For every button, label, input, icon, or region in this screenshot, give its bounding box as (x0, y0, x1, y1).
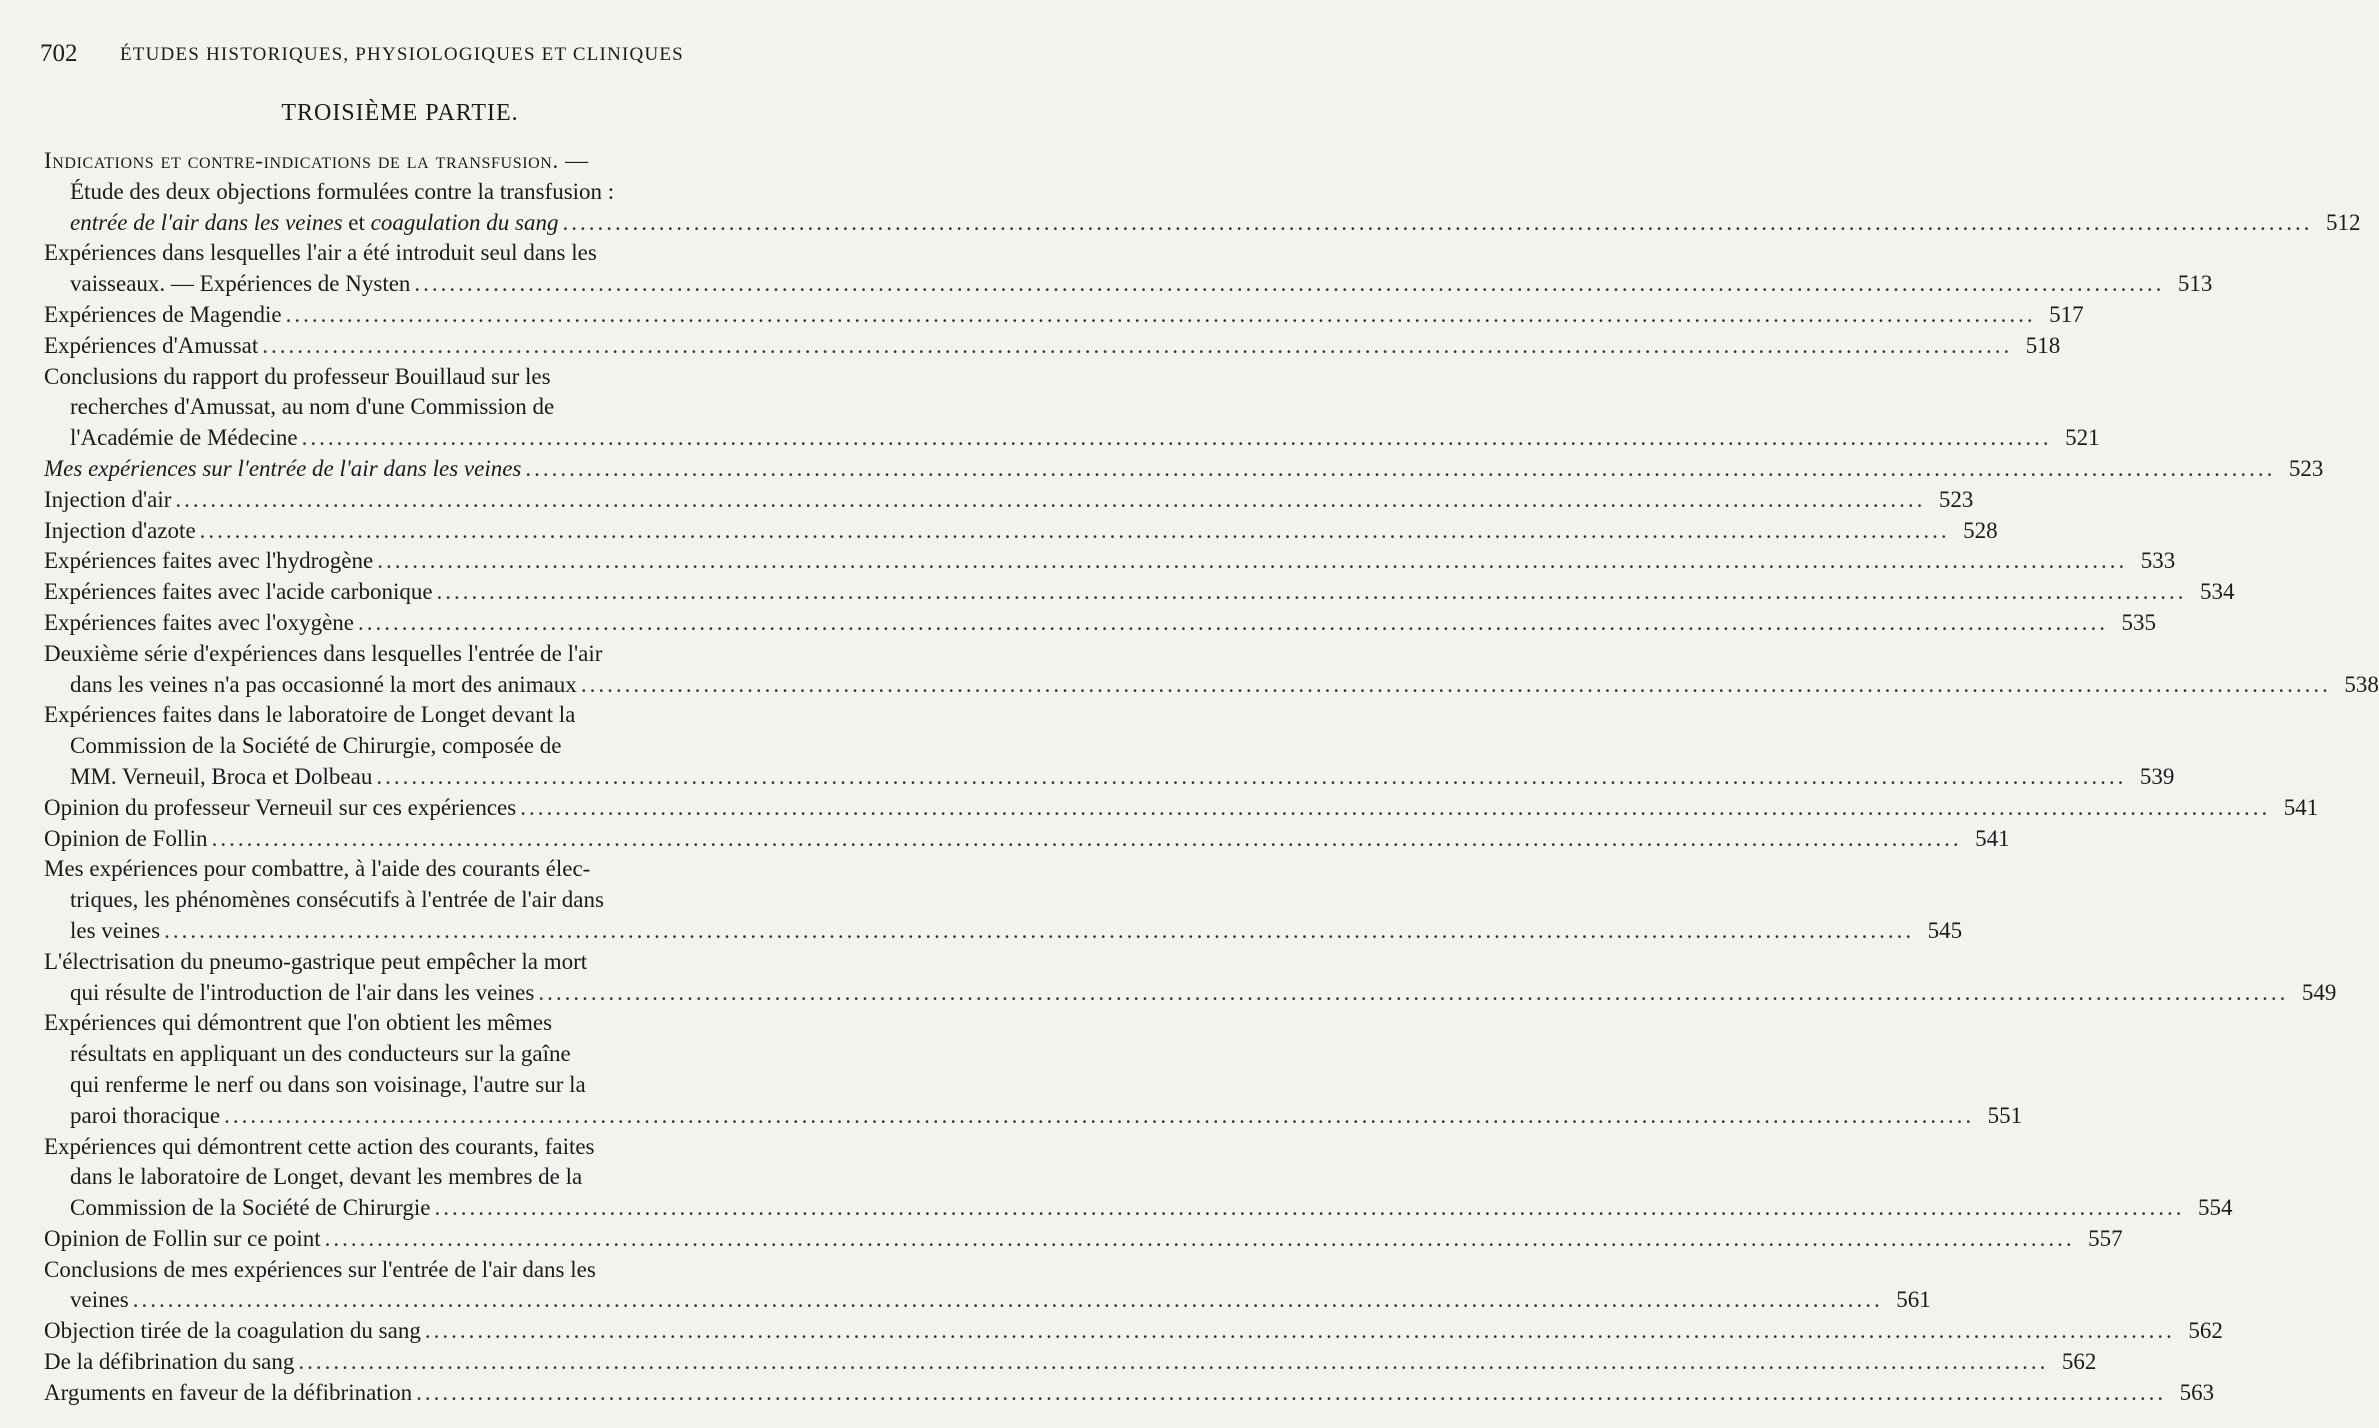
toc-entry-last-line (44, 485, 1974, 516)
toc-entry-title: Expériences d'Amussat (44, 332, 259, 358)
toc-entry-title: Opinion de Follin sur ce point (44, 1225, 321, 1251)
toc-entry (44, 854, 1963, 946)
toc-page-number: 562 (2061, 1349, 2097, 1375)
running-title: ÉTUDES HISTORIQUES, PHYSIOLOGIQUES ET CLINIQUES (120, 44, 684, 65)
toc-entry (44, 1008, 2023, 1131)
dot-leader: ........................................................................................................................................................................................................ (436, 579, 2187, 605)
toc-entry-title: Objection tirée de la coagulation du sang (44, 1318, 421, 1344)
toc-entry (44, 577, 2235, 608)
dot-leader: ........................................................................................................................................................................................................ (199, 517, 1950, 543)
toc-entry-title: dans les veines n'a pas occasionné la mort des animaux (70, 671, 577, 697)
toc-entry (44, 1224, 2123, 1255)
toc-entry-line: Conclusions du rapport du professeur Bouillaud sur les (44, 363, 551, 389)
toc-page-number: 541 (2283, 794, 2319, 820)
dot-leader: ........................................................................................................................................................................................................ (424, 1318, 2175, 1344)
toc-entry-title: Mes expériences sur l'entrée de l'air dans les veines (44, 455, 522, 481)
toc-page-number: 533 (2140, 548, 2176, 574)
toc-entry-line: Expériences dans lesquelles l'air a été introduit seul dans les (44, 240, 597, 266)
toc-entry-last-line (44, 1101, 2023, 1132)
dot-leader: ........................................................................................................................................................................................................ (175, 486, 1926, 512)
toc-entry (44, 331, 2061, 362)
toc-page-number: 545 (1927, 917, 1963, 943)
table-of-contents (44, 146, 2379, 1409)
toc-entry-line: L'électrisation du pneumo-gastrique peut empêcher la mort (44, 948, 588, 974)
dot-leader: ........................................................................................................................................................................................................ (324, 1225, 2075, 1251)
toc-page-number: 517 (2049, 301, 2084, 327)
toc-entry-title: Opinion de Follin (44, 825, 208, 851)
toc-entry-title: Commission de la Société de Chirurgie (70, 1195, 431, 1221)
toc-page-number: 551 (1987, 1102, 2023, 1128)
toc-entry-line: Expériences faites dans le laboratoire de Longet devant la (44, 702, 576, 728)
toc-entry-segment: coagulation du sang (370, 209, 559, 235)
toc-page-number: 554 (2198, 1195, 2233, 1221)
toc-entry-line: Expériences qui démontrent que l'on obtient les mêmes (44, 1010, 553, 1036)
dot-leader: ........................................................................................................................................................................................................ (224, 1102, 1975, 1128)
toc-entry-title: Injection d'air (44, 486, 172, 512)
dot-leader: ........................................................................................................................................................................................................ (164, 917, 1915, 943)
toc-page-number: 518 (2025, 332, 2061, 358)
toc-page-number: 528 (1963, 517, 1998, 543)
toc-entry-line: Commission de la Société de Chirurgie, composée de (70, 733, 562, 759)
toc-entry (44, 1378, 2215, 1409)
toc-entry-last-line (44, 670, 2379, 701)
toc-entry (44, 362, 2100, 454)
toc-page-number: 538 (2344, 671, 2379, 697)
dot-leader: ........................................................................................................................................................................................................ (414, 271, 2165, 297)
toc-entry (44, 1132, 2233, 1224)
toc-entry-title: Expériences faites avec l'hydrogène (44, 548, 374, 574)
dot-leader: ........................................................................................................................................................................................................ (434, 1195, 2185, 1221)
toc-entry-title: MM. Verneuil, Broca et Dolbeau (70, 763, 373, 789)
toc-entry-line: Indications et contre-indications de la transfusion. — (44, 148, 589, 173)
toc-entry (44, 639, 2379, 701)
dot-leader: ........................................................................................................................................................................................................ (520, 794, 2271, 820)
toc-entry-last-line (44, 1378, 2215, 1409)
toc-page-number: 523 (2288, 455, 2324, 481)
toc-entry-last-line (44, 762, 2175, 793)
toc-entry-title (70, 208, 559, 239)
toc-entry-title: veines (70, 1287, 129, 1313)
toc-entry (44, 485, 1974, 516)
toc-page-number: 549 (2301, 979, 2337, 1005)
toc-page-number: 561 (1896, 1287, 1931, 1313)
dot-leader: ........................................................................................................................................................................................................ (301, 425, 2052, 451)
toc-entry-line: Expériences qui démontrent cette action des courants, faites (44, 1133, 595, 1159)
toc-entry-last-line (44, 978, 2337, 1009)
toc-entry-last-line (44, 1285, 1931, 1316)
toc-entry-title: De la défibrination du sang (44, 1349, 295, 1375)
toc-entry (44, 146, 2361, 238)
toc-entry-last-line (44, 1316, 2223, 1347)
toc-entry (44, 608, 2157, 639)
toc-entry (44, 238, 2213, 300)
toc-entry-last-line (44, 331, 2061, 362)
toc-entry-last-line (44, 454, 2324, 485)
toc-entry (44, 300, 2084, 331)
toc-entry-title: les veines (70, 917, 161, 943)
toc-entry-title: Expériences faites avec l'oxygène (44, 609, 355, 635)
toc-page-number: 562 (2188, 1318, 2223, 1344)
toc-entry-line: Conclusions de mes expériences sur l'entrée de l'air dans les (44, 1256, 596, 1282)
toc-entry-line: Deuxième série d'expériences dans lesquelles l'entrée de l'air (44, 640, 603, 666)
dot-leader: ........................................................................................................................................................................................................ (262, 332, 2013, 358)
toc-entry (44, 454, 2324, 485)
toc-page-number: 521 (2065, 425, 2100, 451)
toc-entry-last-line (44, 577, 2235, 608)
toc-entry (44, 1255, 1931, 1317)
toc-page-number: 513 (2177, 271, 2213, 297)
part-title: TROISIÈME PARTIE. (281, 100, 519, 126)
toc-entry (44, 546, 2176, 577)
toc-entry (44, 700, 2175, 792)
toc-entry-last-line (44, 208, 2361, 239)
toc-entry-line: qui renferme le nerf ou dans son voisinage, l'autre sur la (70, 1071, 586, 1097)
toc-entry (44, 1316, 2223, 1347)
toc-entry-line: Mes expériences pour combattre, à l'aide des courants élec- (44, 856, 591, 882)
dot-leader: ........................................................................................................................................................................................................ (211, 825, 1962, 851)
toc-entry-line: résultats en appliquant un des conducteurs sur la gaîne (70, 1041, 571, 1067)
toc-entry-title: qui résulte de l'introduction de l'air dans les veines (70, 979, 535, 1005)
dot-leader: ........................................................................................................................................................................................................ (416, 1379, 2167, 1405)
dot-leader: ........................................................................................................................................................................................................ (285, 301, 2036, 327)
toc-entry (44, 824, 2010, 855)
toc-entry-title: Opinion du professeur Verneuil sur ces expériences (44, 794, 517, 820)
toc-entry-last-line (44, 546, 2176, 577)
dot-leader: ........................................................................................................................................................................................................ (562, 209, 2313, 235)
dot-leader: ........................................................................................................................................................................................................ (376, 763, 2127, 789)
toc-entry (44, 793, 2319, 824)
page-number: 702 (40, 40, 78, 67)
dot-leader: ........................................................................................................................................................................................................ (538, 979, 2289, 1005)
toc-page-number: 557 (2088, 1225, 2123, 1251)
toc-entry-last-line (44, 269, 2213, 300)
toc-entry-title: paroi thoracique (70, 1102, 221, 1128)
toc-entry-segment: entrée de l'air dans les veines (70, 209, 343, 235)
toc-page-number: 535 (2121, 609, 2157, 635)
toc-entry-last-line (44, 423, 2100, 454)
toc-entry (44, 1347, 2097, 1378)
toc-entry-line: dans le laboratoire de Longet, devant les membres de la (70, 1164, 583, 1190)
dot-leader: ........................................................................................................................................................................................................ (298, 1349, 2049, 1375)
toc-entry (44, 947, 2337, 1009)
toc-entry-last-line (44, 1193, 2233, 1224)
toc-entry-title: vaisseaux. — Expériences de Nysten (70, 271, 411, 297)
running-head (40, 40, 700, 72)
toc-page-number: 534 (2200, 579, 2235, 605)
toc-entry-title: Expériences faites avec l'acide carbonique (44, 579, 433, 605)
toc-entry-last-line (44, 824, 2010, 855)
toc-entry-line: recherches d'Amussat, au nom d'une Commission de (70, 394, 555, 420)
toc-page-number: 541 (1975, 825, 2010, 851)
toc-page-number: 512 (2326, 209, 2361, 235)
dot-leader: ........................................................................................................................................................................................................ (580, 671, 2331, 697)
toc-entry-segment: et (342, 209, 371, 235)
toc-entry-last-line (44, 793, 2319, 824)
toc-entry-title: Arguments en faveur de la défibrination (44, 1379, 413, 1405)
dot-leader: ........................................................................................................................................................................................................ (132, 1287, 1883, 1313)
toc-page-number: 539 (2139, 763, 2175, 789)
dot-leader: ........................................................................................................................................................................................................ (377, 548, 2128, 574)
toc-entry-last-line (44, 300, 2084, 331)
toc-entry-title: l'Académie de Médecine (70, 425, 298, 451)
toc-page-number: 563 (2179, 1379, 2215, 1405)
toc-entry-last-line (44, 516, 1998, 547)
toc-entry-title: Injection d'azote (44, 517, 196, 543)
toc-page-number: 523 (1938, 486, 1974, 512)
dot-leader: ........................................................................................................................................................................................................ (525, 455, 2276, 481)
toc-entry (44, 516, 1998, 547)
toc-entry-last-line (44, 608, 2157, 639)
toc-entry-line: Étude des deux objections formulées contre la transfusion : (70, 178, 615, 204)
toc-entry-title: Expériences de Magendie (44, 301, 282, 327)
dot-leader: ........................................................................................................................................................................................................ (358, 609, 2109, 635)
toc-entry-last-line (44, 916, 1963, 947)
toc-entry-last-line (44, 1347, 2097, 1378)
toc-entry-last-line (44, 1224, 2123, 1255)
toc-entry-line: triques, les phénomènes consécutifs à l'entrée de l'air dans (70, 887, 604, 913)
